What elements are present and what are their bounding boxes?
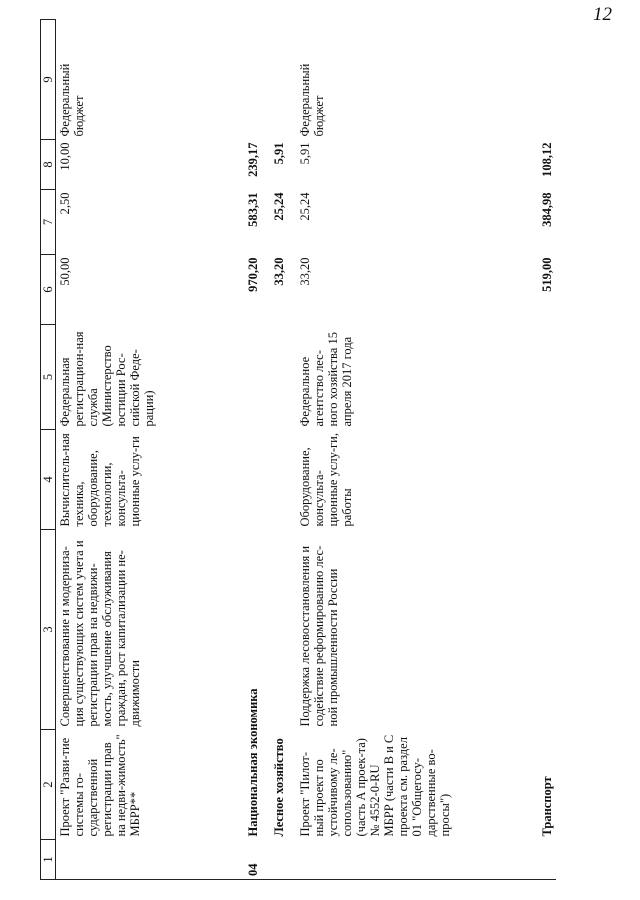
col-header-7: 7 bbox=[41, 190, 56, 255]
value-cofinancing: 10,00 bbox=[58, 142, 72, 171]
value-loan: 25,24 bbox=[272, 192, 286, 221]
value-total: 519,00 bbox=[540, 257, 554, 292]
table-row bbox=[288, 20, 530, 880]
table-row bbox=[530, 20, 556, 880]
value-cofinancing: 5,91 bbox=[272, 142, 286, 165]
section-name: Национальная экономика bbox=[246, 688, 260, 837]
table-row bbox=[236, 20, 262, 880]
project-executor: Федеральная регистрацион-ная служба (Министерство юстиции Рос-сийской Феде-рации) bbox=[58, 331, 156, 427]
financing-source: Федеральный бюджет bbox=[58, 63, 86, 137]
table-row bbox=[262, 20, 288, 880]
project-name: Проект "Разви-тие системы го-сударственной регистрации прав на недви-жимость" МБРР** bbox=[58, 734, 142, 837]
col-header-1: 1 bbox=[41, 840, 56, 880]
value-loan: 25,24 bbox=[298, 192, 312, 221]
project-name: Проект "Пилот-ный проект по устойчивому ле-сопользованию" (часть А проек-та) № 4552-0-RU МБРР (части В и С проекта см. раздел 01 "Общегосу-дарственные во-просы") bbox=[298, 734, 452, 837]
header-row bbox=[41, 20, 56, 880]
col-header-9: 9 bbox=[41, 20, 56, 140]
value-total: 970,20 bbox=[246, 257, 260, 292]
project-items: Вычислитель-ная техника, оборудование, технологии, консульта-ционные услу-ги bbox=[58, 433, 142, 527]
financing-source: Федеральный бюджет bbox=[298, 63, 326, 137]
subsection-name: Транспорт bbox=[540, 776, 554, 837]
project-executor: Федеральное агентство лес-ного хозяйства 15 апреля 2017 года bbox=[298, 332, 354, 427]
project-description: Совершенствование и модерниза-ция существующих систем учета и регистрации прав на недвижи-мость, улучшение обслуживания граждан, рост капитализации не-движимости bbox=[58, 540, 142, 727]
col-header-8: 8 bbox=[41, 140, 56, 190]
section-code: 04 bbox=[236, 840, 262, 880]
page-number: 12 bbox=[593, 4, 612, 25]
project-items: Оборудование, консульта-ционные услу-ги, работы bbox=[298, 433, 354, 527]
col-header-6: 6 bbox=[41, 255, 56, 325]
value-loan: 384,98 bbox=[540, 192, 554, 227]
value-total: 33,20 bbox=[272, 257, 286, 286]
col-header-2: 2 bbox=[41, 730, 56, 840]
value-cofinancing: 108,12 bbox=[540, 142, 554, 177]
table-row bbox=[56, 20, 237, 880]
budget-table bbox=[40, 19, 556, 880]
value-cofinancing: 239,17 bbox=[246, 142, 260, 177]
value-loan: 2,50 bbox=[58, 192, 72, 215]
project-description: Поддержка лесовосстановления и содействие реформированию лес-ной промышленности России bbox=[298, 545, 340, 727]
col-header-4: 4 bbox=[41, 430, 56, 530]
value-cofinancing: 5,91 bbox=[298, 142, 312, 165]
value-total: 50,00 bbox=[58, 257, 72, 286]
col-header-5: 5 bbox=[41, 325, 56, 430]
rotated-table-page bbox=[40, 20, 640, 880]
value-loan: 583,31 bbox=[246, 192, 260, 227]
value-total: 33,20 bbox=[298, 257, 312, 286]
col-header-3: 3 bbox=[41, 530, 56, 730]
subsection-name: Лесное хозяйство bbox=[272, 738, 286, 837]
